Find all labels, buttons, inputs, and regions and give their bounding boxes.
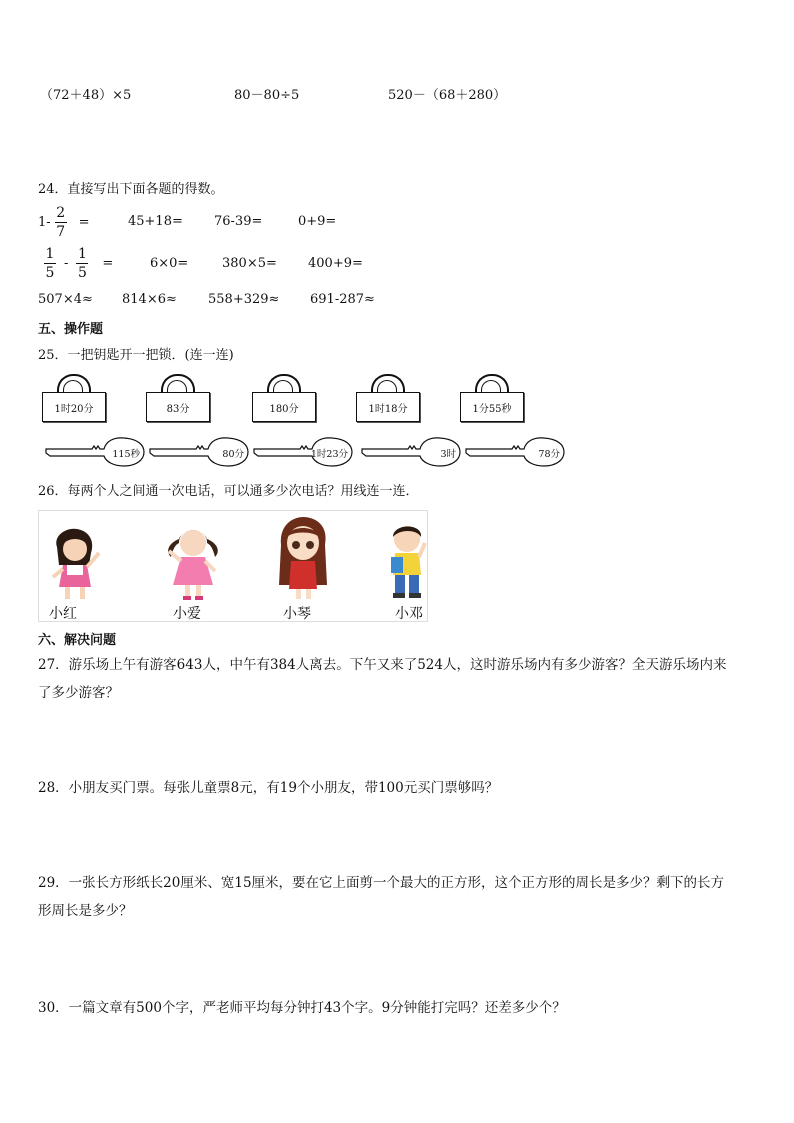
frac-denominator: 5 — [45, 264, 55, 281]
fraction-2-7 — [55, 205, 67, 240]
q24-r1-item2: 76-39= — [214, 214, 263, 229]
boy-xiaodeng-icon[interactable] — [383, 519, 433, 603]
girl-xiaohong-icon[interactable] — [45, 525, 105, 603]
q24-r2-item2: 380×5= — [222, 256, 277, 271]
lock-label: 83分 — [146, 392, 210, 422]
expression-1: （72＋48）×5 — [40, 88, 132, 103]
q24-row1-fraction — [38, 203, 90, 241]
fraction-1-5-b — [76, 246, 88, 281]
q24-row2-fraction — [44, 243, 113, 283]
q24-r1-item3: 0+9= — [298, 214, 337, 229]
q26-title: 26．每两个人之间通一次电话，可以通多少次电话？用线连一连． — [38, 484, 419, 499]
lock-4[interactable] — [356, 374, 422, 422]
q27-line-2: 了多少游客？ — [38, 685, 119, 701]
fraction-1-5-a — [44, 246, 56, 281]
q24-r3-item3: 558+329≈ — [208, 292, 280, 307]
children-panel — [38, 510, 428, 622]
q24-r3-item4: 691-287≈ — [310, 292, 375, 307]
lock-2[interactable] — [146, 374, 212, 422]
q29-line-2: 形周长是多少？ — [38, 903, 133, 919]
q24-r2-item3: 400+9= — [308, 256, 363, 271]
frac-minus: - — [64, 255, 69, 271]
key-label: 78分 — [538, 449, 560, 460]
lock-1[interactable] — [42, 374, 108, 422]
key-4[interactable] — [360, 435, 462, 469]
key-3[interactable] — [252, 435, 354, 469]
name-xiaoqin: 小琴 — [283, 606, 311, 622]
q29-text — [38, 869, 758, 925]
section-5-heading: 五、操作题 — [38, 322, 104, 337]
q24-r2-item1: 6×0= — [150, 256, 189, 271]
expression-3: 520－（68＋280） — [388, 88, 507, 103]
frac-prefix: 1- — [38, 214, 51, 230]
expression-2: 80－80÷5 — [234, 88, 300, 103]
name-xiaohong: 小红 — [49, 606, 77, 622]
key-label: 3时 — [440, 449, 456, 460]
q30-text: 30．一篇文章有500个字，严老师平均每分钟打43个字。9分钟能打完吗？还差多少个？ — [38, 1000, 566, 1016]
key-label: 80分 — [222, 449, 244, 460]
frac-denominator: 7 — [56, 223, 66, 240]
key-label: 115秒 — [112, 449, 140, 460]
q24-title: 24．直接写出下面各题的得数。 — [38, 182, 224, 197]
q24-r1-item1: 45+18= — [128, 214, 183, 229]
girl-xiaoqin-icon[interactable] — [275, 515, 331, 603]
frac-bar — [76, 263, 88, 264]
lock-label: 180分 — [252, 392, 316, 422]
key-2[interactable] — [148, 435, 250, 469]
q27-line-1: 27．游乐场上午有游客643人，中午有384人离去。下午又来了524人，这时游乐场内有多少游客？全天游乐场内来 — [38, 657, 727, 673]
name-xiaodeng: 小邓 — [395, 606, 423, 622]
lock-3[interactable] — [252, 374, 318, 422]
q27-text — [38, 651, 758, 707]
lock-5[interactable] — [460, 374, 526, 422]
frac-denominator: 5 — [77, 264, 87, 281]
lock-label: 1时20分 — [42, 392, 106, 422]
frac-bar — [44, 263, 56, 264]
key-1[interactable] — [44, 435, 146, 469]
lock-label: 1分55秒 — [460, 392, 524, 422]
name-xiaoai: 小爱 — [173, 606, 201, 622]
q28-text: 28．小朋友买门票。每张儿童票8元，有19个小朋友，带100元买门票够吗？ — [38, 780, 499, 796]
section-6-heading: 六、解决问题 — [38, 633, 117, 648]
frac-numerator: 1 — [77, 245, 87, 262]
q24-r3-item2: 814×6≈ — [122, 292, 177, 307]
frac-equals: = — [78, 214, 90, 230]
q29-line-1: 29．一张长方形纸长20厘米、宽15厘米，要在它上面剪一个最大的正方形，这个正方形的周长是多少？剩下的长方 — [38, 875, 725, 891]
key-5[interactable] — [464, 435, 566, 469]
frac-bar — [55, 222, 67, 223]
girl-xiaoai-icon[interactable] — [161, 521, 225, 603]
lock-label: 1时18分 — [356, 392, 420, 422]
q25-title: 25．一把钥匙开一把锁．(连一连) — [38, 348, 234, 363]
q24-r3-item1: 507×4≈ — [38, 292, 93, 307]
key-label: 1时23分 — [310, 449, 348, 460]
frac-numerator: 1 — [45, 245, 55, 262]
frac-equals: = — [102, 255, 114, 271]
frac-numerator: 2 — [56, 204, 66, 221]
